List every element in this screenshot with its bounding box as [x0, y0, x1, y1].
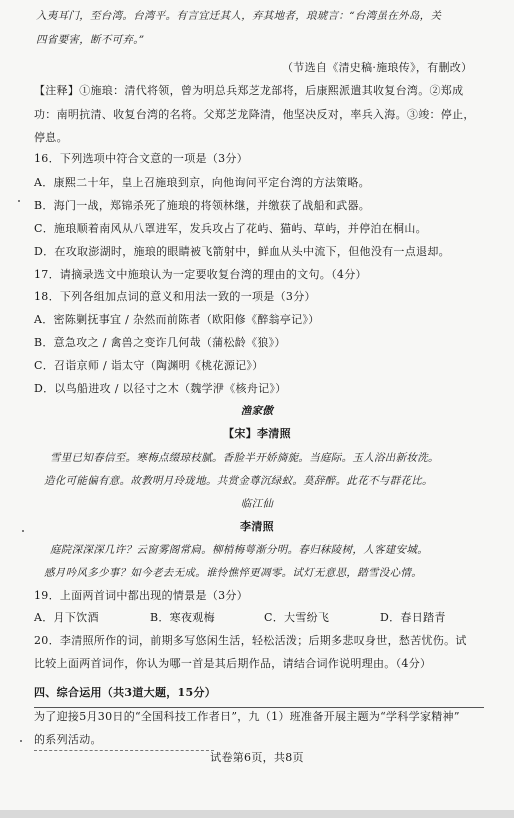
question-16-option-c: C．施琅顺着南风从八罩进军，发兵攻占了花屿、猫屿、草屿，并停泊在桐山。	[34, 222, 427, 235]
poem-1-line-2: 造化可能偏有意。故教明月玲珑地。共赏金尊沉绿蚁。莫辞醉。此花不与群花比。	[44, 475, 433, 487]
question-20-line-1: 20．李清照所作的词，前期多写悠闲生活，轻松活泼；后期多悲叹身世，愁苦忧伤。试	[34, 634, 467, 647]
section-4-paragraph-line-2: 的系列活动。	[34, 733, 102, 746]
note-line-2: 功：南明抗清、收复台湾的名将。父郑芝龙降清，他坚决反对，率兵入海。③竣：停止，	[34, 108, 475, 121]
question-19-option-b: B．寒夜观梅	[150, 611, 215, 624]
poem-1-author: 【宋】李清照	[223, 427, 291, 440]
viewer-bottom-edge	[0, 810, 514, 818]
page-footer: 试卷第6页，共8页	[210, 751, 304, 764]
question-18-option-b: B．意急攻之 / 禽兽之变诈几何哉（蒲松龄《狼》）	[34, 336, 286, 349]
poem-2-author: 李清照	[240, 520, 274, 533]
question-18: 18．下列各组加点词的意义和用法一致的一项是（3分）	[34, 290, 316, 303]
poem-2-line-1: 庭院深深深几许？云窗雾阁常扃。柳梢梅萼渐分明。春归秣陵树，人客建安城。	[50, 544, 428, 556]
question-17: 17．请摘录选文中施琅认为一定要收复台湾的理由的文句。（4分）	[34, 268, 367, 281]
scan-speck	[22, 530, 24, 532]
passage-source: （节选自《清史稿·施琅传》，有删改）	[282, 61, 473, 74]
question-18-option-c: C．召诣京师 / 诣太守（陶渊明《桃花源记》）	[34, 359, 264, 372]
passage-line-2: 四省要害，断不可弃。”	[36, 34, 145, 46]
scan-speck	[20, 740, 22, 742]
poem-1-title: 渔家傲	[240, 405, 274, 417]
question-16-option-a: A．康熙二十年，皇上召施琅到京，向他询问平定台湾的方法策略。	[34, 176, 370, 189]
note-line-3: 停息。	[34, 131, 68, 144]
question-19-option-d: D．春日踏青	[380, 611, 446, 624]
question-16: 16．下列选项中符合文意的一项是（3分）	[34, 152, 248, 165]
question-18-option-d: D．以鸟船进攻 / 以径寸之木（魏学洢《核舟记》）	[34, 382, 287, 395]
question-16-option-d: D．在攻取澎湖时，施琅的眼睛被飞箭射中，鲜血从头中流下，但他没有一点退却。	[34, 245, 450, 258]
question-16-option-b: B．海门一战，郑锦杀死了施琅的将领林继，并缴获了战船和武器。	[34, 199, 371, 212]
poem-2-title: 临江仙	[240, 498, 274, 510]
passage-line-1: 入夷耳门，至台湾。台湾平。有言宜迁其人，弃其地者，琅琥言：“台湾虽在外岛，关	[36, 10, 442, 22]
note-line-1: 【注释】①施琅：清代将领，曾为明总兵郑芝龙部将，后康熙派遣其收复台湾。②郑成	[34, 84, 464, 97]
section-4-paragraph-line-1: 为了迎接5月30日的“全国科技工作者日”，九（1）班准备开展主题为“学科学家精神”	[34, 710, 460, 723]
poem-1-line-1: 雪里已知春信至。寒梅点缀琼枝腻。香脸半开娇旖旎。当庭际。玉人浴出新妆洗。	[50, 452, 439, 464]
question-18-option-a: A．密陈剿抚事宜 / 杂然而前陈者（欧阳修《醉翁亭记》）	[34, 313, 320, 326]
section-divider	[34, 707, 484, 708]
question-20-line-2: 比较上面两首词作，你认为哪一首是其后期作品，请结合词作说明理由。（4分）	[34, 657, 432, 670]
question-19-option-a: A．月下饮酒	[34, 611, 99, 624]
question-19: 19．上面两首词中都出现的情景是（3分）	[34, 589, 248, 602]
scan-speck	[18, 200, 20, 202]
poem-2-line-2: 感月吟风多少事？如今老去无成。谁怜憔悴更凋零。试灯无意思，踏雪没心情。	[44, 567, 422, 579]
section-4-heading: 四、综合运用（共3道大题，15分）	[34, 686, 217, 699]
question-19-option-c: C．大雪纷飞	[264, 611, 330, 624]
